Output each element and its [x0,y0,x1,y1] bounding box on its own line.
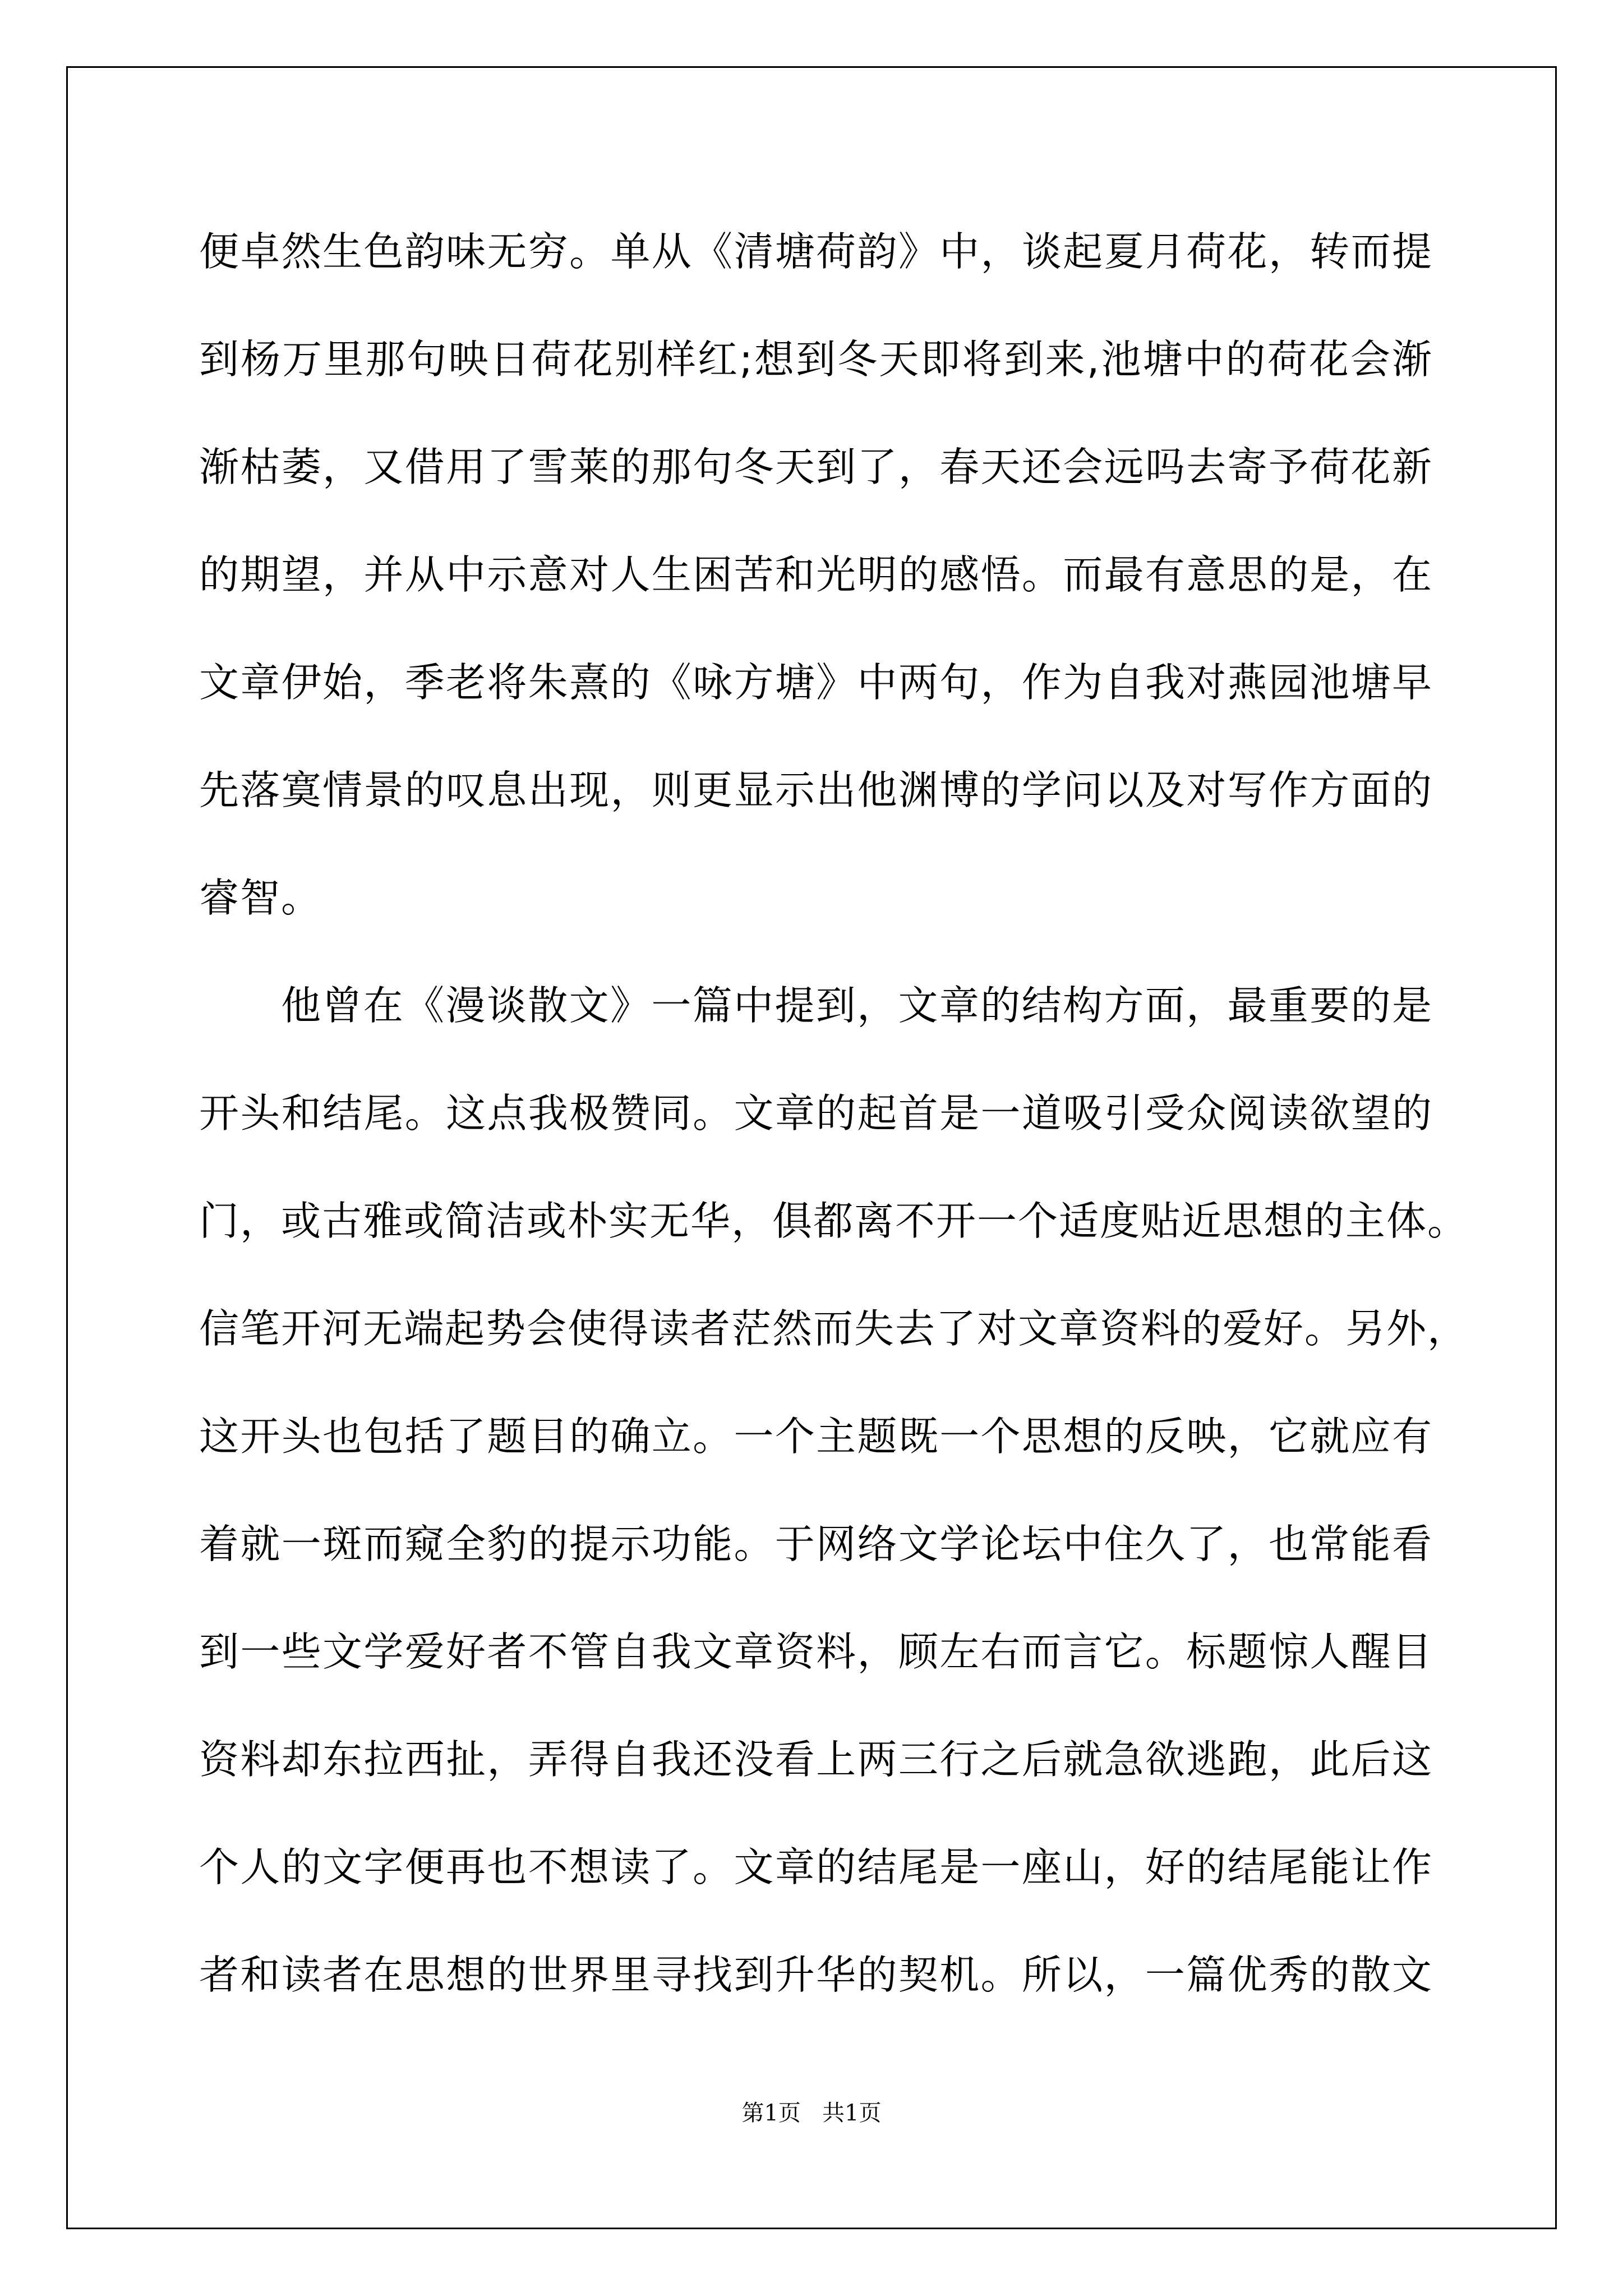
text-line: 开头和结尾。这点我极赞同。文章的起首是一道吸引受众阅读欲望的 [199,1090,1433,1137]
text-line: 到杨万里那句映日荷花别样红;想到冬天即将到来,池塘中的荷花会渐 [199,336,1433,383]
text-line: 到一些文学爱好者不管自我文章资料，顾左右而言它。标题惊人醒目 [199,1628,1433,1675]
page-footer: 第1页 共1页 [741,2100,882,2126]
text-line: 文章伊始，季老将朱熹的《咏方塘》中两句，作为自我对燕园池塘早 [199,659,1433,706]
text-line: 着就一斑而窥全豹的提示功能。于网络文学论坛中住久了，也常能看 [199,1521,1433,1567]
text-line: 睿智。 [199,875,322,921]
text-line: 信笔开河无端起势会使得读者茫然而失去了对文章资料的爱好。另外， [199,1305,1469,1352]
document-body [199,220,1469,2051]
text-line: 他曾在《漫谈散文》一篇中提到，文章的结构方面，最重要的是 [281,982,1433,1029]
text-line: 这开头也包括了题目的确立。一个主题既一个思想的反映，它就应有 [199,1413,1433,1460]
text-line: 者和读者在思想的世界里寻找到升华的契机。所以，一篇优秀的散文 [199,1952,1433,1998]
text-line: 便卓然生色韵味无穷。单从《清塘荷韵》中，谈起夏月荷花，转而提 [199,228,1433,275]
text-line: 资料却东拉西扯，弄得自我还没看上两三行之后就急欲逃跑，此后这 [199,1736,1433,1783]
text-line: 渐枯萎，又借用了雪莱的那句冬天到了，春天还会远吗去寄予荷花新 [199,444,1433,490]
text-line: 个人的文字便再也不想读了。文章的结尾是一座山，好的结尾能让作 [199,1844,1433,1890]
text-line: 门，或古雅或简洁或朴实无华，俱都离不开一个适度贴近思想的主体。 [199,1198,1469,1244]
text-line: 的期望，并从中示意对人生困苦和光明的感悟。而最有意思的是，在 [199,551,1433,598]
text-line: 先落寞情景的叹息出现，则更显示出他渊博的学问以及对写作方面的 [199,767,1433,813]
